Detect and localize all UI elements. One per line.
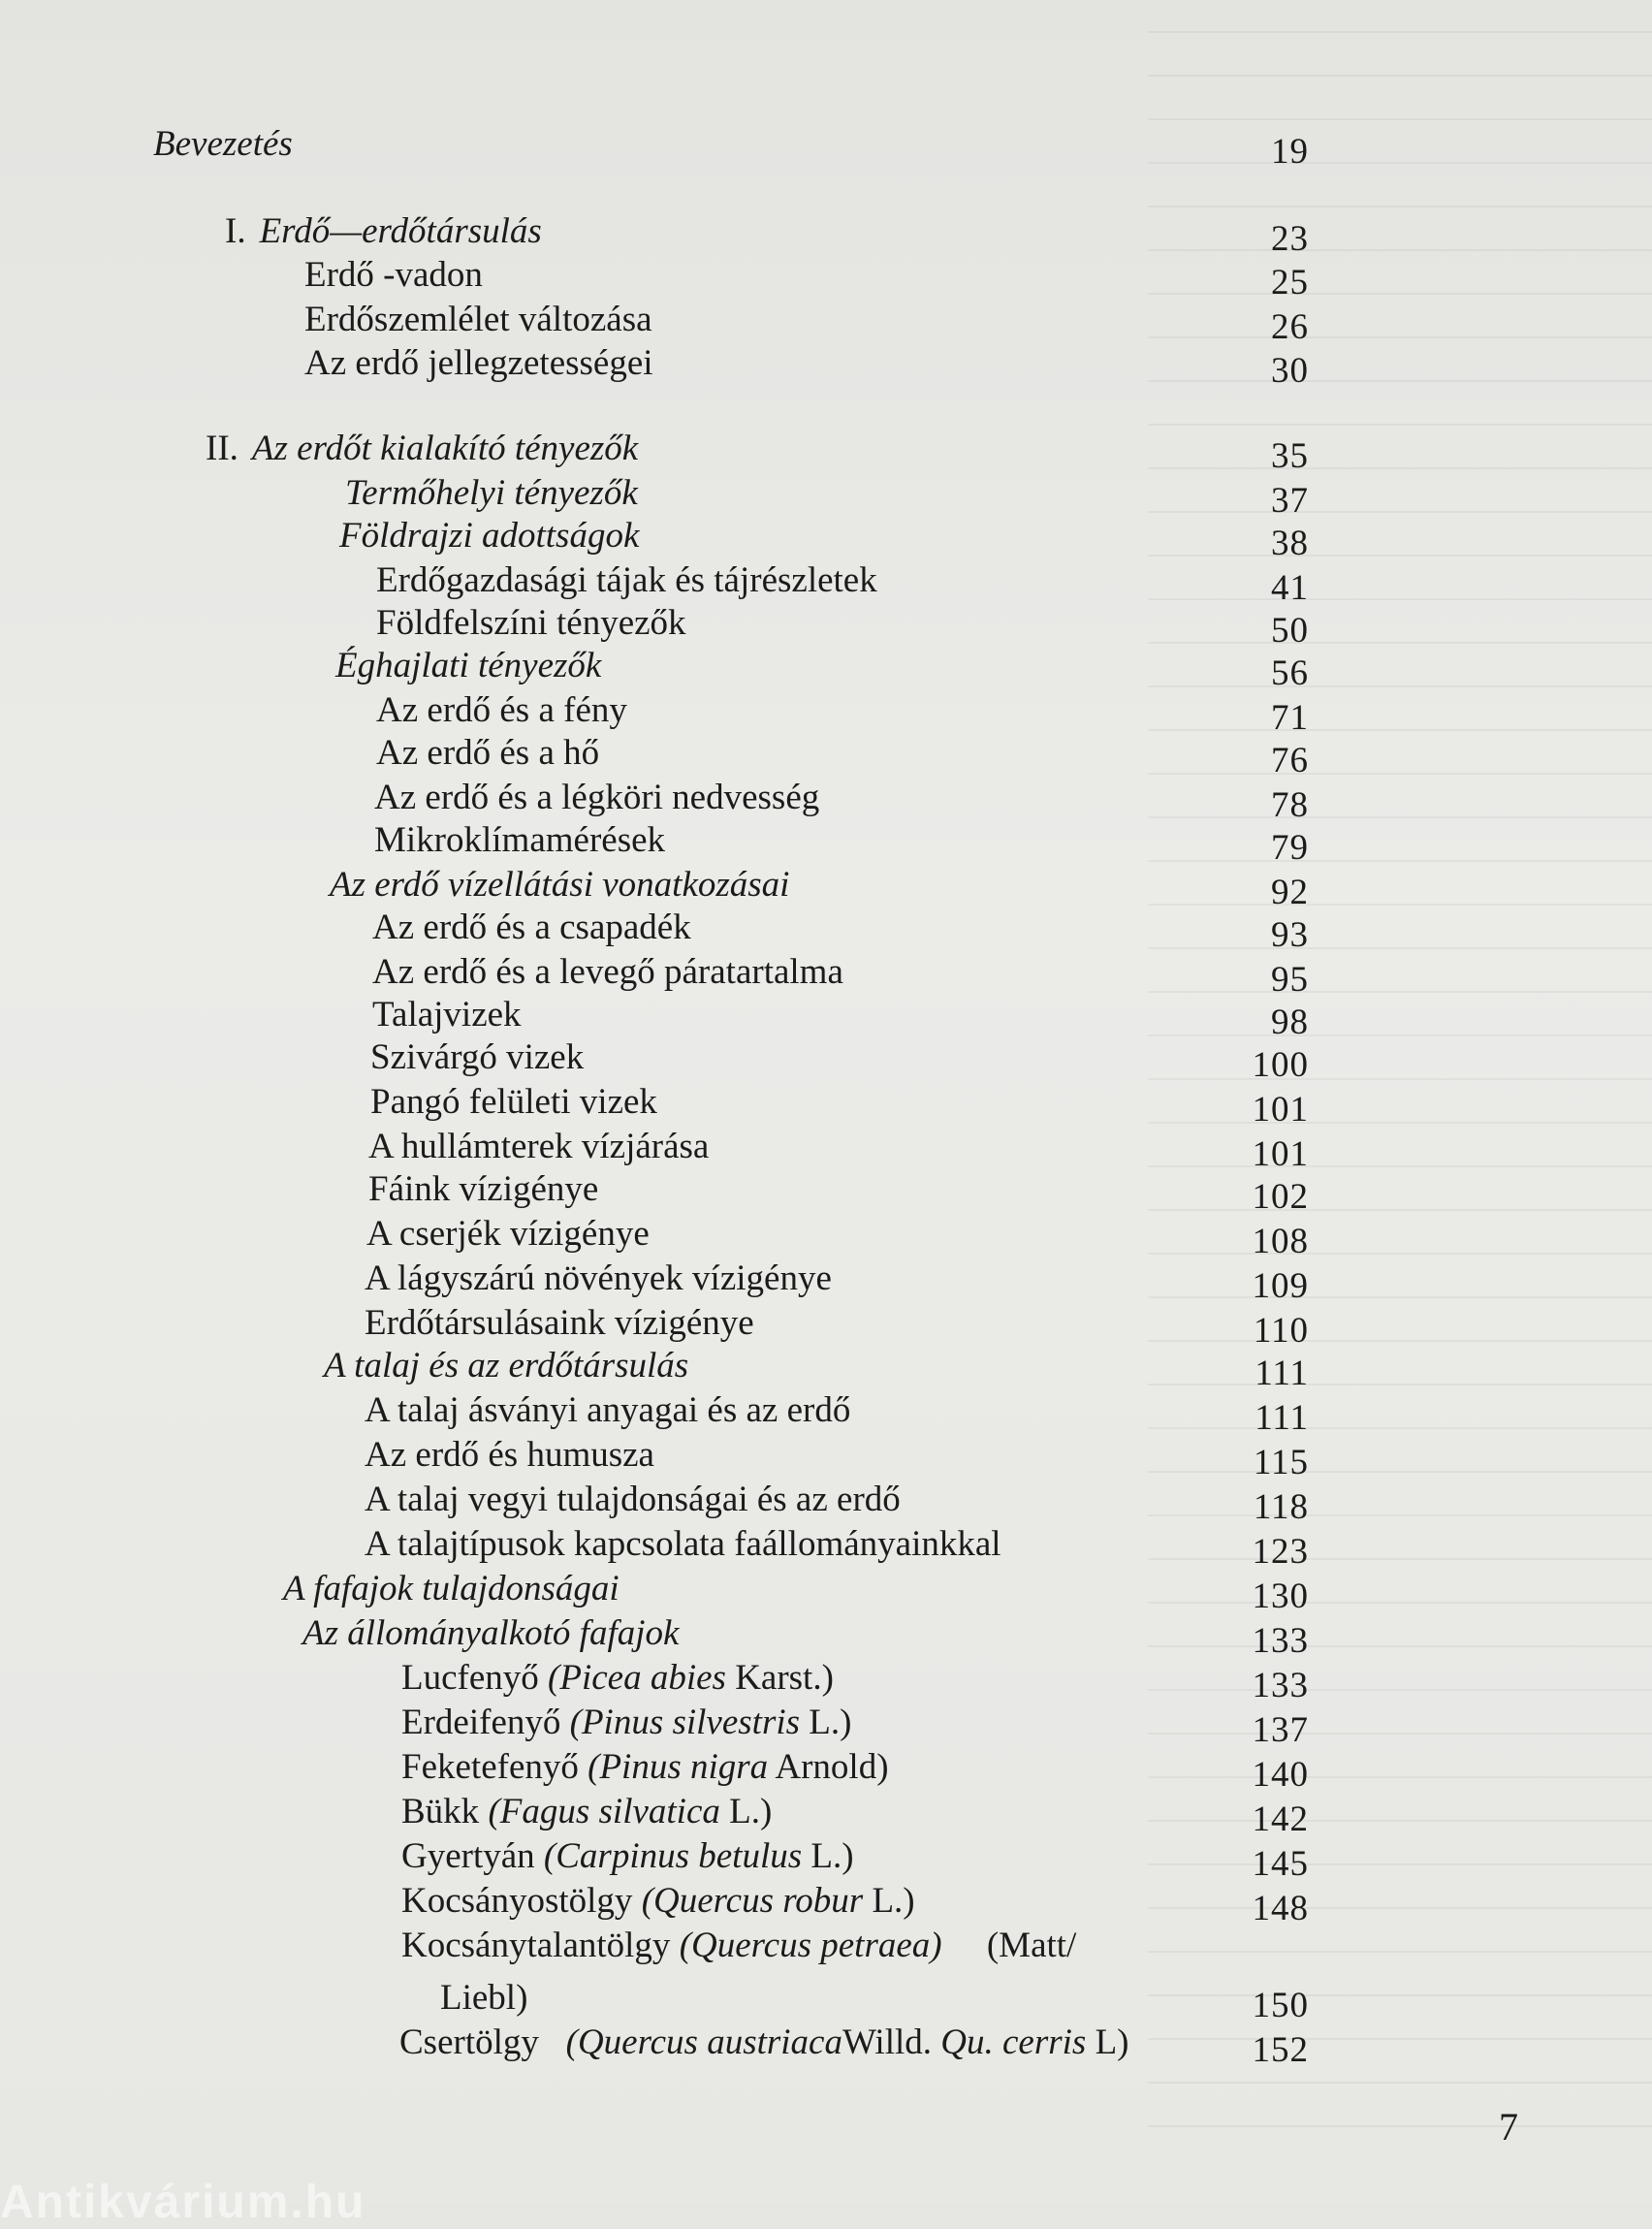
toc-author: L.) xyxy=(809,1703,852,1742)
toc-entry xyxy=(376,688,1309,738)
toc-latin-name: Qu. cerris xyxy=(940,2022,1087,2062)
toc-page: 102 xyxy=(1252,1177,1309,1217)
toc-label: A talaj és az erdőtársulás xyxy=(324,1346,689,1385)
toc-entry xyxy=(339,514,1309,563)
toc-label: Éghajlati tényezők xyxy=(335,646,602,685)
toc-label: Liebl) xyxy=(440,1978,528,2018)
toc-page: 56 xyxy=(1271,653,1309,693)
toc-label: A talajtípusok kapcsolata faállományainkkal xyxy=(365,1524,1001,1564)
toc-entry xyxy=(372,906,1309,955)
toc-author: Willd. xyxy=(842,2022,933,2062)
toc-entry xyxy=(365,1478,1309,1527)
toc-entry xyxy=(335,644,1309,693)
toc-entry xyxy=(304,341,1309,391)
toc-page: 100 xyxy=(1252,1045,1309,1085)
toc-label: Fáink vízigénye xyxy=(368,1169,599,1209)
toc-label: Kocsányostölgy xyxy=(401,1881,633,1921)
toc-page: 123 xyxy=(1252,1532,1309,1572)
toc-page: 71 xyxy=(1271,698,1309,738)
toc-entry xyxy=(374,818,1309,868)
toc-author: Karst.) xyxy=(735,1658,834,1698)
toc-label: Bevezetés xyxy=(153,124,293,164)
toc-entry xyxy=(368,1125,1309,1174)
toc-label: Az erdő és a levegő páratartalma xyxy=(372,952,843,992)
toc-page: 109 xyxy=(1252,1266,1309,1306)
toc-label: Az erdő és a csapadék xyxy=(372,908,691,947)
toc-page: 41 xyxy=(1271,568,1309,608)
toc-entry xyxy=(401,1701,1309,1750)
toc-label: Szivárgó vizek xyxy=(370,1037,585,1077)
toc-label: A cserjék vízigénye xyxy=(366,1214,650,1254)
toc-latin-name: (Carpinus betulus xyxy=(543,1836,803,1876)
toc-page: 19 xyxy=(1271,132,1309,172)
toc-label: Az erdőt kialakító tényezők xyxy=(251,429,639,468)
toc-entry xyxy=(401,1656,1309,1705)
toc-label: Lucfenyő xyxy=(401,1658,539,1698)
toc-label: Bükk xyxy=(401,1792,480,1831)
toc-label: Pangó felületi vizek xyxy=(370,1082,657,1122)
toc-entry xyxy=(302,1611,1309,1661)
page-folio: 7 xyxy=(1499,2105,1518,2149)
toc-label: Az erdő jellegzetességei xyxy=(304,343,653,383)
toc-author: L) xyxy=(1095,2022,1129,2062)
toc-author: L.) xyxy=(872,1881,915,1921)
toc-chapter-number: II. xyxy=(206,429,238,468)
watermark: Antikvárium.hu xyxy=(0,2177,366,2228)
toc-entry xyxy=(206,427,1309,476)
toc-label: Erdő -vadon xyxy=(304,255,483,295)
toc-label: Feketefenyő xyxy=(401,1747,579,1787)
toc-label: Erdőgazdasági tájak és tájrészletek xyxy=(376,560,877,600)
toc-label: Az erdő és humusza xyxy=(365,1435,654,1475)
toc-page: 133 xyxy=(1252,1621,1309,1661)
toc-page: 37 xyxy=(1271,481,1309,521)
toc-entry xyxy=(283,1567,1309,1616)
toc-entry xyxy=(372,950,1309,1000)
toc-page: 79 xyxy=(1271,828,1309,868)
toc-entry xyxy=(401,1924,1309,1968)
toc-entry xyxy=(365,1301,1309,1351)
toc-page: 140 xyxy=(1252,1755,1309,1795)
toc-page: 23 xyxy=(1271,219,1309,259)
toc-label: Talajvizek xyxy=(372,995,522,1035)
toc-label: Az állományalkotó fafajok xyxy=(302,1613,680,1653)
toc-page: 130 xyxy=(1252,1576,1309,1616)
toc-latin-name: (Quercus petraea) xyxy=(679,1926,942,1965)
toc-author: (Matt/ xyxy=(986,1926,1077,1965)
toc-entry xyxy=(324,1344,1309,1393)
toc-author: L.) xyxy=(810,1836,854,1876)
toc-chapter-number: I. xyxy=(225,211,246,251)
toc-label: Kocsánytalantölgy xyxy=(401,1926,671,1965)
toc-label: Az erdő és a légköri nedvesség xyxy=(374,778,820,817)
toc-entry xyxy=(153,122,1309,172)
toc-page: 92 xyxy=(1271,873,1309,912)
toc-label: Csertölgy xyxy=(399,2022,539,2062)
toc-entry xyxy=(330,863,1309,912)
toc-latin-name: (Picea abies xyxy=(548,1658,726,1698)
toc-entry xyxy=(376,601,1309,651)
toc-label: Erdő—erdőtársulás xyxy=(259,211,542,251)
toc-entry xyxy=(345,471,1309,521)
toc-entry xyxy=(225,209,1309,259)
toc-latin-name: (Fagus silvatica xyxy=(488,1792,720,1831)
toc-entry xyxy=(401,1879,1309,1928)
toc-page: 101 xyxy=(1252,1090,1309,1130)
toc-page: 137 xyxy=(1252,1710,1309,1750)
toc-page: 111 xyxy=(1255,1398,1309,1438)
toc-page: 35 xyxy=(1271,436,1309,476)
toc-page: 38 xyxy=(1271,524,1309,563)
toc-page: 152 xyxy=(1252,2030,1309,2070)
toc-latin-name: (Quercus robur xyxy=(641,1881,864,1921)
toc-entry xyxy=(366,1212,1309,1261)
toc-entry xyxy=(370,1080,1309,1130)
toc-page: 95 xyxy=(1271,960,1309,1000)
toc-page: 101 xyxy=(1252,1134,1309,1174)
toc-page: 78 xyxy=(1271,785,1309,825)
toc-latin-name: (Quercus austriaca xyxy=(565,2022,842,2062)
toc-page: 142 xyxy=(1252,1799,1309,1839)
toc-page: 115 xyxy=(1253,1443,1309,1482)
toc-author: L.) xyxy=(729,1792,773,1831)
toc-entry xyxy=(401,1834,1309,1884)
toc-entry xyxy=(372,993,1309,1042)
toc-label: Az erdő és a hő xyxy=(376,733,600,773)
toc-label: Földfelszíni tényezők xyxy=(376,603,686,643)
toc-entry xyxy=(401,1745,1309,1795)
toc-entry xyxy=(401,1790,1309,1839)
toc-entry xyxy=(304,298,1309,347)
toc-page: 26 xyxy=(1271,307,1309,347)
toc-entry xyxy=(304,253,1309,303)
toc-author: Arnold) xyxy=(775,1747,889,1787)
toc-label: Erdeifenyő xyxy=(401,1703,561,1742)
toc-latin-name: (Pinus silvestris xyxy=(569,1703,801,1742)
toc-label: Termőhelyi tényezők xyxy=(345,473,638,513)
toc-page: 25 xyxy=(1271,263,1309,303)
toc-label: Az erdő és a fény xyxy=(376,690,627,730)
toc-entry xyxy=(376,558,1309,608)
toc-entry xyxy=(365,1522,1309,1572)
toc-page: 108 xyxy=(1252,1222,1309,1261)
toc-page: 118 xyxy=(1253,1487,1309,1527)
toc-entry xyxy=(440,1976,1309,2025)
toc-label: Erdőszemlélet változása xyxy=(304,300,652,339)
toc-latin-name: (Pinus nigra xyxy=(588,1747,769,1787)
toc-entry xyxy=(368,1167,1309,1217)
toc-entry xyxy=(374,776,1309,825)
toc-label: A hullámterek vízjárása xyxy=(368,1127,710,1166)
toc-entry xyxy=(365,1388,1309,1438)
toc-entry xyxy=(365,1433,1309,1482)
toc-entry xyxy=(376,731,1309,780)
toc-entry xyxy=(365,1257,1309,1306)
toc-entry xyxy=(399,2021,1309,2070)
toc-page: 150 xyxy=(1252,1986,1309,2025)
toc-label: A talaj ásványi anyagai és az erdő xyxy=(365,1390,851,1430)
toc-page: 111 xyxy=(1255,1353,1309,1393)
toc-page: 148 xyxy=(1252,1889,1309,1928)
toc-page: 50 xyxy=(1271,611,1309,651)
toc-label: Gyertyán xyxy=(401,1836,535,1876)
toc-label: Erdőtársulásaink vízigénye xyxy=(365,1303,754,1343)
toc-label: Mikroklímamérések xyxy=(374,820,666,860)
toc-page: 133 xyxy=(1252,1666,1309,1705)
toc-page: 98 xyxy=(1271,1003,1309,1042)
toc-label: A fafajok tulajdonságai xyxy=(283,1569,620,1608)
toc-entry xyxy=(370,1035,1309,1085)
toc-page: 30 xyxy=(1271,351,1309,391)
toc-label: A talaj vegyi tulajdonságai és az erdő xyxy=(365,1480,901,1519)
toc-page: 93 xyxy=(1271,915,1309,955)
toc-page: 110 xyxy=(1253,1311,1309,1351)
toc-page: 76 xyxy=(1271,741,1309,780)
toc-label: A lágyszárú növények vízigénye xyxy=(365,1258,832,1298)
toc-label: Az erdő vízellátási vonatkozásai xyxy=(330,865,790,905)
toc-page: 145 xyxy=(1252,1844,1309,1884)
toc-label: Földrajzi adottságok xyxy=(339,516,640,556)
